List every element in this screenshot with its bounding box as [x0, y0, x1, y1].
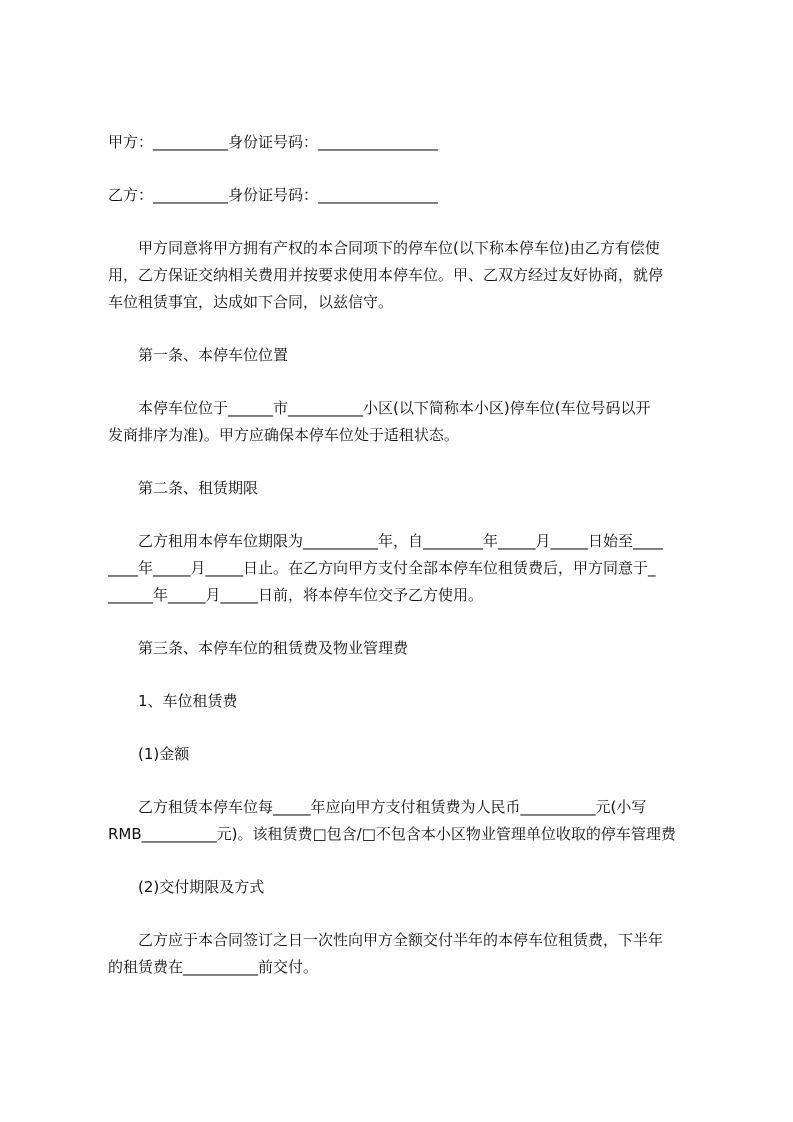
intro-line-2: 用，乙方保证交纳相关费用并按要求使用本停车位。甲、乙双方经过友好协商，就停: [108, 266, 664, 284]
article-2-line-3: ______年_____月_____日前，将本停车位交予乙方使用。: [108, 586, 484, 604]
party-b-line: 乙方：__________身份证号码：________________: [108, 186, 439, 204]
item-1-sub-1-line-1: 乙方租赁本停车位每_____年应向甲方支付租赁费为人民币__________元(小写: [108, 798, 647, 816]
article-2-line-1: 乙方租用本停车位期限为__________年，自________年_____月_____日始至____: [108, 532, 664, 550]
article-1-title: 第一条、本停车位位置: [108, 346, 289, 364]
item-1-sub-1-title: (1)金额: [108, 745, 190, 763]
item-1-sub-2-line-1: 乙方应于本合同签订之日一次性向甲方全额交付半年的本停车位租赁费，下半年: [108, 931, 664, 949]
article-2-title: 第二条、租赁期限: [108, 479, 259, 497]
article-1-line-2: 发商排序为准)。甲方应确保本停车位处于适租状态。: [108, 426, 459, 444]
party-a-line: 甲方：__________身份证号码：________________: [108, 133, 439, 151]
intro-line-1: 甲方同意将甲方拥有产权的本合同项下的停车位(以下称本停车位)由乙方有偿使: [108, 239, 660, 257]
item-1-sub-2-line-2: 的租赁费在__________前交付。: [108, 958, 319, 976]
item-1-title: 1、车位租赁费: [108, 692, 238, 710]
item-1-sub-1-line-2: RMB__________元)。该租赁费□包含/□不包含本小区物业管理单位收取的停车管理费: [108, 825, 676, 843]
article-2-line-2: ____年_____月_____日止。在乙方向甲方支付全部本停车位租赁费后，甲方同意于_: [108, 559, 656, 577]
article-1-line-1: 本停车位位于______市__________小区(以下简称本小区)停车位(车位号码以开: [108, 399, 651, 417]
intro-line-3: 车位租赁事宜，达成如下合同，以兹信守。: [108, 293, 394, 311]
item-1-sub-2-title: (2)交付期限及方式: [108, 878, 265, 896]
article-3-title: 第三条、本停车位的租赁费及物业管理费: [108, 639, 409, 657]
